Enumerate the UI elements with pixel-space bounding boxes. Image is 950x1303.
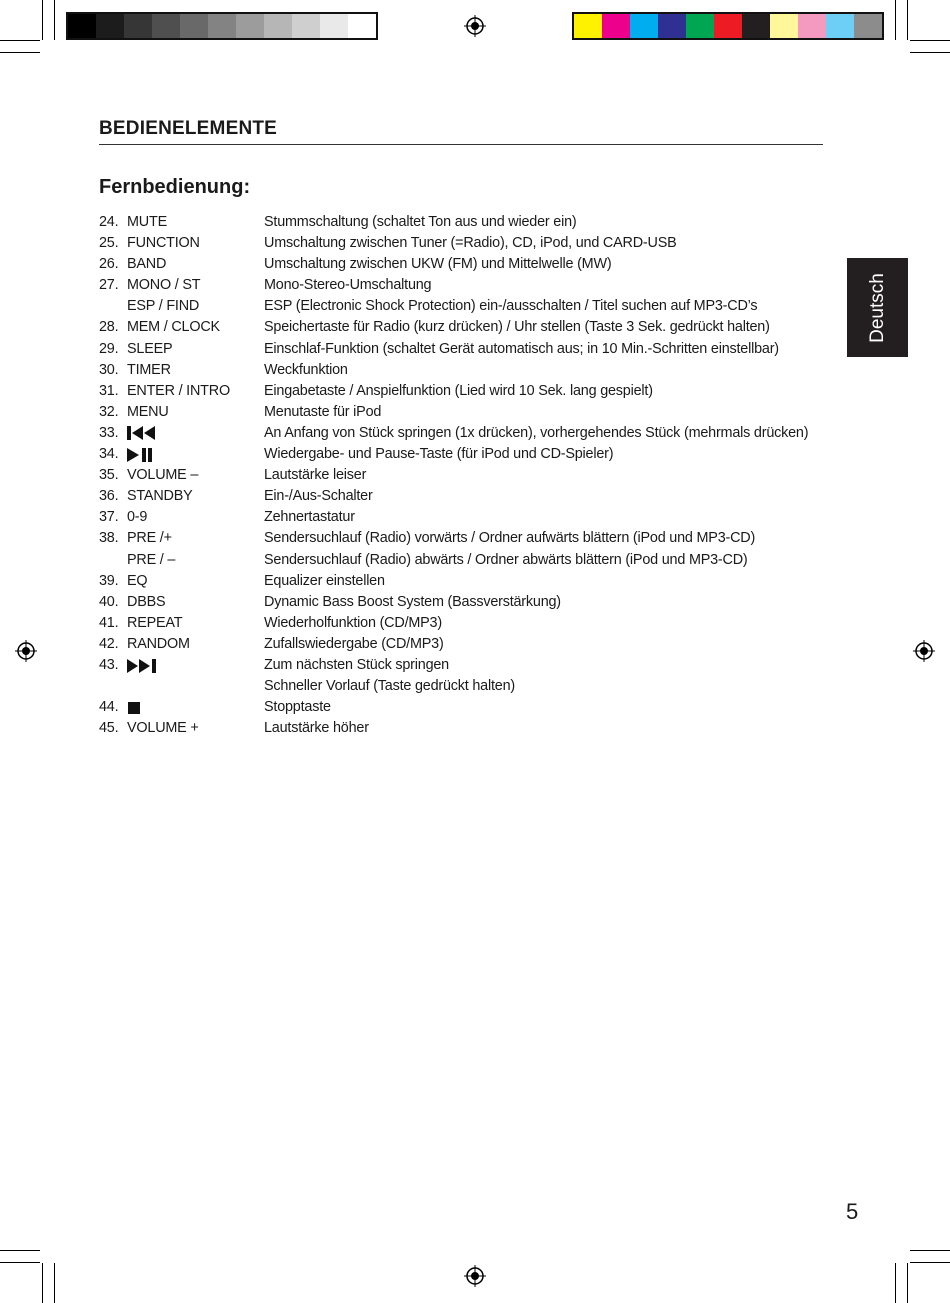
item-key: TIMER bbox=[127, 361, 171, 378]
item-description: Lautstärke höher bbox=[264, 720, 369, 737]
list-item bbox=[99, 275, 839, 296]
crop-mark bbox=[895, 1263, 896, 1303]
item-description: Wiederholfunktion (CD/MP3) bbox=[264, 614, 442, 631]
item-number: 39. bbox=[99, 572, 119, 589]
item-description: Mono-Stereo-Umschaltung bbox=[264, 277, 432, 294]
item-description: An Anfang von Stück springen (1x drücken), vorhergehendes Stück (mehrmals drücken) bbox=[264, 424, 809, 441]
list-item bbox=[99, 528, 839, 549]
item-key: REPEAT bbox=[127, 614, 183, 631]
color-swatch bbox=[574, 14, 602, 38]
item-key: PRE /+ bbox=[127, 530, 172, 547]
item-number: 33. bbox=[99, 424, 119, 441]
item-key: ENTER / INTRO bbox=[127, 382, 230, 399]
item-number: 25. bbox=[99, 235, 119, 252]
item-description: Zum nächsten Stück springen bbox=[264, 656, 449, 673]
language-tab-label: Deutsch bbox=[866, 272, 888, 343]
crop-mark bbox=[910, 52, 950, 53]
registration-mark-icon bbox=[464, 15, 486, 37]
color-swatch bbox=[180, 14, 208, 38]
color-swatch bbox=[798, 14, 826, 38]
color-swatch bbox=[854, 14, 882, 38]
item-description: Schneller Vorlauf (Taste gedrückt halten) bbox=[264, 678, 515, 695]
list-item bbox=[99, 634, 839, 655]
crop-mark bbox=[54, 0, 55, 40]
item-number: 40. bbox=[99, 593, 119, 610]
color-swatch bbox=[96, 14, 124, 38]
item-number: 31. bbox=[99, 382, 119, 399]
item-description: Menutaste für iPod bbox=[264, 403, 382, 420]
list-item bbox=[99, 423, 839, 444]
item-number: 32. bbox=[99, 403, 119, 420]
item-key: EQ bbox=[127, 572, 148, 589]
crop-mark bbox=[54, 1263, 55, 1303]
language-tab bbox=[847, 258, 908, 357]
crop-mark bbox=[0, 1250, 40, 1251]
item-number: 28. bbox=[99, 319, 119, 336]
item-key: MONO / ST bbox=[127, 277, 201, 294]
item-number: 44. bbox=[99, 699, 119, 716]
list-item bbox=[99, 317, 839, 338]
crop-mark bbox=[0, 1262, 40, 1263]
list-item bbox=[99, 296, 839, 317]
crop-mark bbox=[907, 0, 908, 40]
item-number: 30. bbox=[99, 361, 119, 378]
item-description: ESP (Electronic Shock Protection) ein-/ausschalten / Titel suchen auf MP3-CD’s bbox=[264, 298, 758, 315]
color-swatch bbox=[208, 14, 236, 38]
item-description: Sendersuchlauf (Radio) abwärts / Ordner abwärts blättern (iPod und MP3-CD) bbox=[264, 551, 748, 568]
crop-mark bbox=[895, 0, 896, 40]
item-description: Umschaltung zwischen UKW (FM) und Mittelwelle (MW) bbox=[264, 256, 612, 273]
item-description: Equalizer einstellen bbox=[264, 572, 385, 589]
item-key: MENU bbox=[127, 403, 169, 420]
item-key bbox=[127, 676, 264, 697]
list-item bbox=[99, 465, 839, 486]
item-key: VOLUME + bbox=[127, 720, 199, 737]
page-title: BEDIENELEMENTE bbox=[99, 118, 278, 139]
crop-mark bbox=[0, 52, 40, 53]
item-description: Wiedergabe- und Pause-Taste (für iPod und CD-Spieler) bbox=[264, 446, 614, 463]
page-number: 5 bbox=[846, 1199, 859, 1224]
color-swatch bbox=[264, 14, 292, 38]
color-swatch bbox=[742, 14, 770, 38]
list-item bbox=[99, 676, 839, 697]
item-description: Umschaltung zwischen Tuner (=Radio), CD, iPod, und CARD-USB bbox=[264, 235, 677, 252]
item-description: Dynamic Bass Boost System (Bassverstärkung) bbox=[264, 593, 561, 610]
item-number: 34. bbox=[99, 446, 119, 463]
crop-mark bbox=[910, 40, 950, 41]
color-swatch bbox=[826, 14, 854, 38]
color-swatch bbox=[292, 14, 320, 38]
skip-forward-icon bbox=[127, 655, 264, 676]
crop-mark bbox=[910, 1250, 950, 1251]
item-number: 26. bbox=[99, 256, 119, 273]
item-key: 0-9 bbox=[127, 509, 148, 526]
color-swatch bbox=[236, 14, 264, 38]
registration-mark-icon bbox=[464, 1265, 486, 1287]
list-item bbox=[99, 592, 839, 613]
item-description: Zehnertastatur bbox=[264, 509, 355, 526]
item-description: Stummschaltung (schaltet Ton aus und wieder ein) bbox=[264, 214, 577, 230]
stop-icon bbox=[127, 697, 264, 718]
list-item bbox=[99, 254, 839, 275]
title-divider bbox=[99, 144, 823, 145]
item-description: Speichertaste für Radio (kurz drücken) / Uhr stellen (Taste 3 Sek. gedrückt halten) bbox=[264, 319, 770, 336]
item-number: 24. bbox=[99, 214, 119, 230]
item-number: 27. bbox=[99, 277, 119, 294]
list-item bbox=[99, 444, 839, 465]
item-description: Weckfunktion bbox=[264, 361, 348, 378]
crop-mark bbox=[42, 1263, 43, 1303]
list-item bbox=[99, 360, 839, 381]
list-item bbox=[99, 486, 839, 507]
list-item bbox=[99, 381, 839, 402]
item-number: 36. bbox=[99, 488, 119, 505]
section-title: Fernbedienung: bbox=[99, 176, 251, 198]
color-swatch bbox=[152, 14, 180, 38]
process-color-bar bbox=[572, 12, 884, 40]
item-key: SLEEP bbox=[127, 340, 173, 357]
color-swatch bbox=[124, 14, 152, 38]
item-number: 29. bbox=[99, 340, 119, 357]
item-description: Lautstärke leiser bbox=[264, 467, 367, 484]
item-description: Einschlaf-Funktion (schaltet Gerät automatisch aus; in 10 Min.-Schritten einstellbar) bbox=[264, 340, 779, 357]
item-key: ESP / FIND bbox=[127, 298, 200, 315]
item-description: Ein-/Aus-Schalter bbox=[264, 488, 373, 505]
color-swatch bbox=[714, 14, 742, 38]
color-swatch bbox=[630, 14, 658, 38]
item-number: 43. bbox=[99, 656, 119, 673]
item-description: Zufallswiedergabe (CD/MP3) bbox=[264, 635, 444, 652]
item-key: FUNCTION bbox=[127, 235, 200, 252]
registration-mark-icon bbox=[913, 640, 935, 662]
item-key: MUTE bbox=[127, 214, 167, 230]
list-item bbox=[99, 550, 839, 571]
color-swatch bbox=[320, 14, 348, 38]
item-key: RANDOM bbox=[127, 635, 190, 652]
color-swatch bbox=[602, 14, 630, 38]
grayscale-color-bar bbox=[66, 12, 378, 40]
item-number: 41. bbox=[99, 614, 119, 631]
list-item bbox=[99, 655, 839, 676]
item-key: BAND bbox=[127, 256, 167, 273]
color-swatch bbox=[686, 14, 714, 38]
list-item bbox=[99, 507, 839, 528]
item-key: STANDBY bbox=[127, 488, 193, 505]
crop-mark bbox=[907, 1263, 908, 1303]
list-item bbox=[99, 613, 839, 634]
crop-mark bbox=[910, 1262, 950, 1263]
item-number: 42. bbox=[99, 635, 119, 652]
item-number bbox=[99, 550, 127, 571]
item-description: Stopptaste bbox=[264, 699, 331, 716]
item-number bbox=[99, 676, 127, 697]
item-key: PRE / – bbox=[127, 551, 176, 568]
item-description: Eingabetaste / Anspielfunktion (Lied wird 10 Sek. lang gespielt) bbox=[264, 382, 653, 399]
crop-mark bbox=[0, 40, 40, 41]
item-number: 35. bbox=[99, 467, 119, 484]
color-swatch bbox=[68, 14, 96, 38]
item-key: DBBS bbox=[127, 593, 166, 610]
list-item bbox=[99, 571, 839, 592]
list-item bbox=[99, 212, 839, 233]
color-swatch bbox=[770, 14, 798, 38]
skip-back-icon bbox=[127, 423, 264, 444]
remote-control-list bbox=[99, 212, 839, 739]
item-number: 38. bbox=[99, 530, 119, 547]
play-pause-icon bbox=[127, 444, 264, 465]
item-key: MEM / CLOCK bbox=[127, 319, 220, 336]
item-number: 45. bbox=[99, 720, 119, 737]
item-number: 37. bbox=[99, 509, 119, 526]
item-number bbox=[99, 296, 127, 317]
color-swatch bbox=[348, 14, 376, 38]
item-description: Sendersuchlauf (Radio) vorwärts / Ordner aufwärts blättern (iPod und MP3-CD) bbox=[264, 530, 756, 547]
registration-mark-icon bbox=[15, 640, 37, 662]
list-item bbox=[99, 718, 839, 739]
item-key: VOLUME – bbox=[127, 467, 199, 484]
crop-mark bbox=[42, 0, 43, 40]
color-swatch bbox=[658, 14, 686, 38]
list-item bbox=[99, 402, 839, 423]
list-item bbox=[99, 233, 839, 254]
list-item bbox=[99, 697, 839, 718]
list-item bbox=[99, 339, 839, 360]
